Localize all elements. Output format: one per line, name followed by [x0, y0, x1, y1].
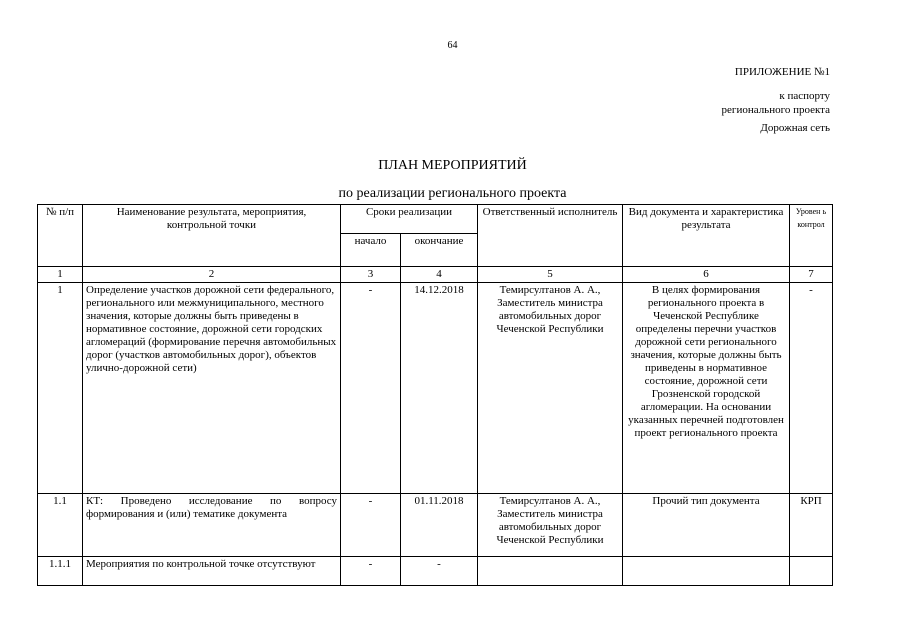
col-number: 5	[478, 267, 623, 283]
appendix-line: регионального проекта	[721, 104, 830, 116]
col-number: 7	[790, 267, 833, 283]
plan-table	[37, 204, 833, 586]
row-num: 1	[38, 283, 83, 494]
appendix-line: к паспорту	[779, 90, 830, 102]
table-row	[38, 494, 833, 557]
document-title: ПЛАН МЕРОПРИЯТИЙ	[378, 158, 527, 173]
row-level: -	[790, 283, 833, 494]
row-responsible: Темирсултанов А. А., Заместитель министра автомобильных дорог Чеченской Республики	[478, 283, 623, 494]
header-end: окончание	[401, 234, 478, 267]
row-start: -	[341, 557, 401, 586]
row-name: Определение участков дорожной сети федерального, регионального или межмуниципального, местного значения, которые должны быть приведены в нормативное состояние, дорожной сети городских агломераций (формирование перечня автомобильных дорог (участков автомобильных дорог), объектов улично-дорожной сети)	[83, 283, 341, 494]
header-num: № п/п	[38, 205, 83, 267]
table-row	[38, 283, 833, 494]
row-name: КТ: Проведено исследование по вопросу формирования и (или) тематике документа	[83, 494, 341, 557]
row-start: -	[341, 283, 401, 494]
appendix-block	[722, 65, 830, 135]
row-doc: В целях формирования регионального проекта в Чеченской Республике определены перечни участков дорожной сети регионального значения, которые должны быть приведены в нормативное состояние, дорожной сети Грозненской городской агломерации. На основании указанных перечней подготовлен проект регионального проекта	[623, 283, 790, 494]
row-end: 01.11.2018	[401, 494, 478, 557]
row-num: 1.1.1	[38, 557, 83, 586]
header-start: начало	[341, 234, 401, 267]
header-name: Наименование результата, мероприятия, контрольной точки	[83, 205, 341, 267]
table-row	[38, 557, 833, 586]
row-doc	[623, 557, 790, 586]
row-level: КРП	[790, 494, 833, 557]
appendix-title: ПРИЛОЖЕНИЕ №1	[734, 66, 830, 78]
row-name: Мероприятия по контрольной точке отсутствуют	[83, 557, 341, 586]
page-number: 64	[447, 40, 458, 51]
row-responsible: Темирсултанов А. А., Заместитель министра автомобильных дорог Чеченской Республики	[478, 494, 623, 557]
col-number: 2	[83, 267, 341, 283]
header-doc: Вид документа и характеристика результата	[623, 205, 790, 267]
header-terms: Сроки реализации	[341, 205, 478, 234]
col-number: 6	[623, 267, 790, 283]
row-end: 14.12.2018	[401, 283, 478, 494]
header-responsible: Ответственный исполнитель	[478, 205, 623, 267]
header-level: Уровен ь контрол	[790, 205, 833, 267]
table-header-row	[38, 205, 833, 234]
row-doc: Прочий тип документа	[623, 494, 790, 557]
col-number: 1	[38, 267, 83, 283]
row-end: -	[401, 557, 478, 586]
column-numbers-row	[38, 267, 833, 283]
row-start: -	[341, 494, 401, 557]
col-number: 4	[401, 267, 478, 283]
row-level	[790, 557, 833, 586]
appendix-line: Дорожная сеть	[760, 122, 830, 134]
row-num: 1.1	[38, 494, 83, 557]
document-subtitle: по реализации регионального проекта	[338, 186, 567, 201]
row-responsible	[478, 557, 623, 586]
col-number: 3	[341, 267, 401, 283]
